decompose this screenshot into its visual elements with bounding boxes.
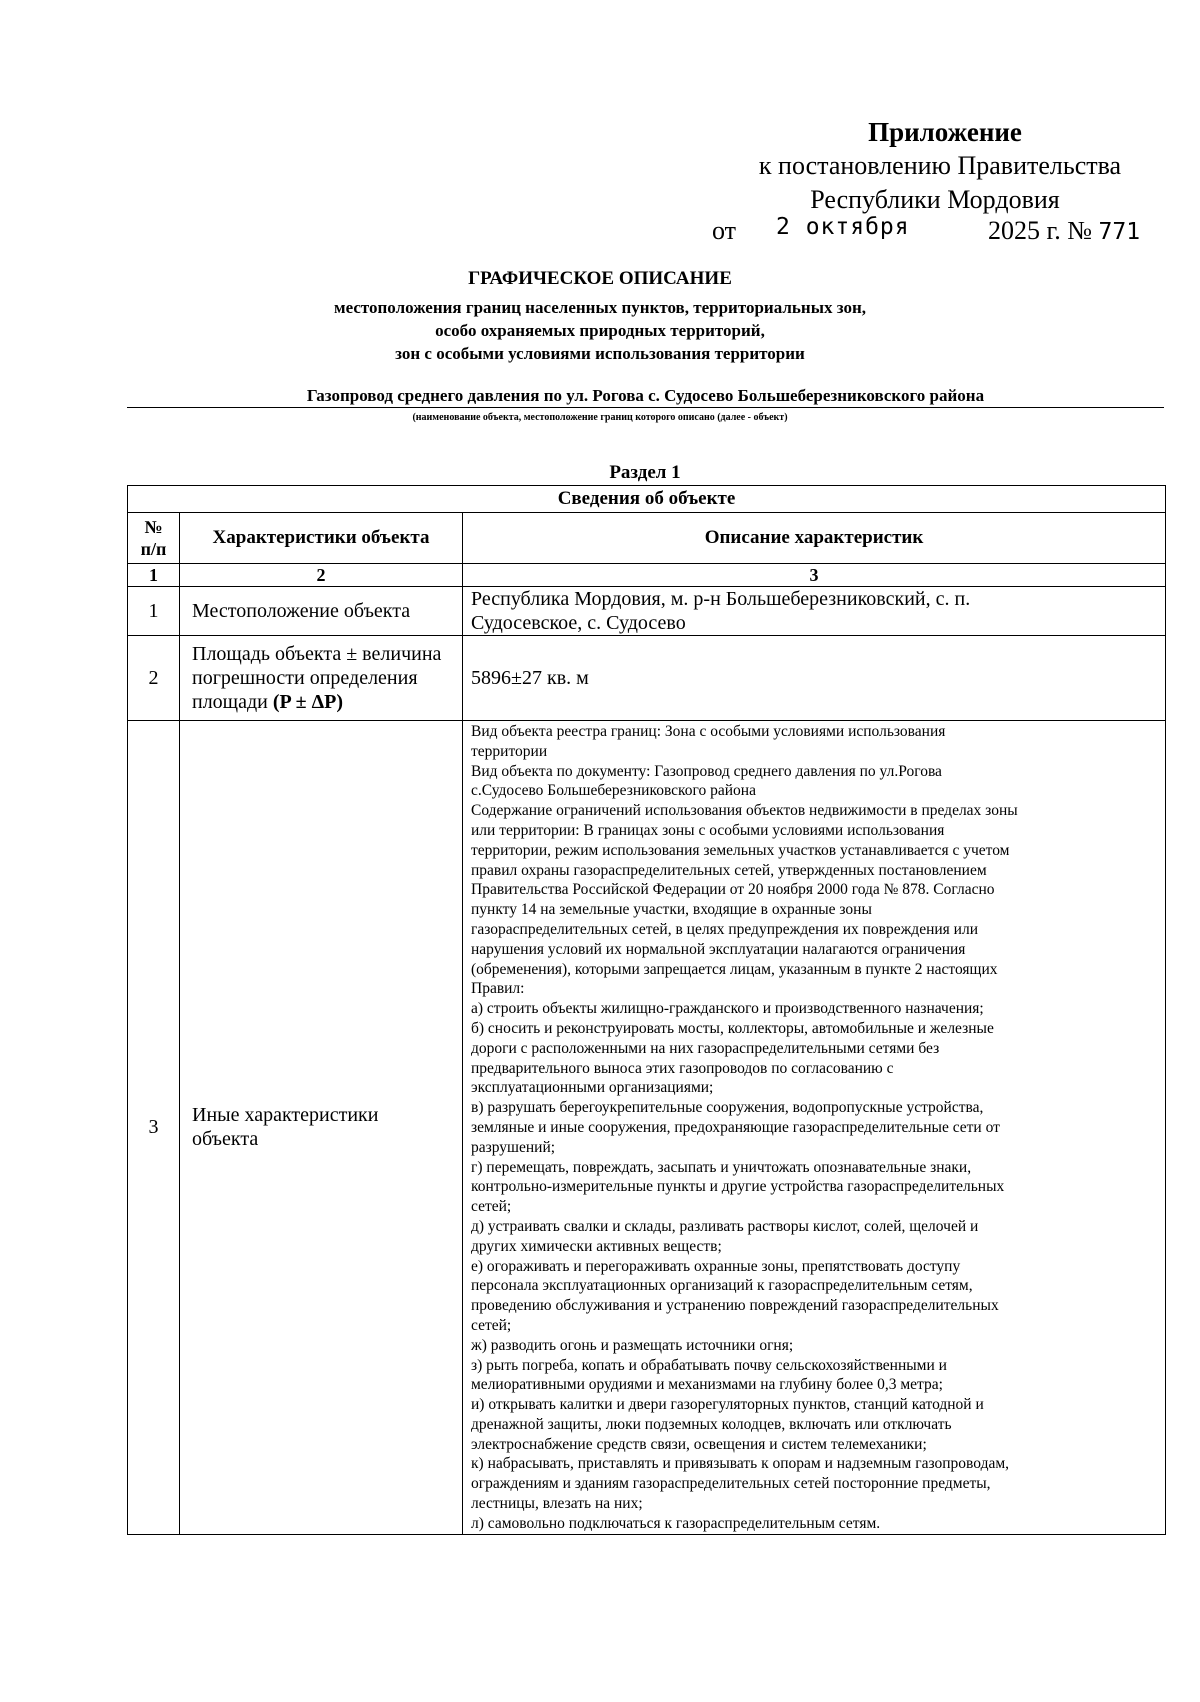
column-number-3: 3 [463, 564, 1166, 587]
description-line: л) самовольно подключаться к газораспределительным сетям. [471, 1514, 881, 1532]
description-line: или территории: В границах зоны с особыми условиями использования [471, 821, 945, 839]
description-line: Правительства Российской Федерации от 20 ноября 2000 года № 878. Согласно [471, 881, 995, 899]
description-line: других химически активных веществ; [471, 1237, 722, 1255]
description-line: и) открывать калитки и двери газорегуляторных пунктов, станций катодной и [471, 1396, 984, 1414]
subtitle-line-2: особо охраняемых природных территорий, [435, 321, 765, 340]
description-line: мелиоративными орудиями и механизмами на глубину более 0,3 метра; [471, 1376, 943, 1394]
description-line: газораспределительных сетей, в целях предупреждения их повреждения или [471, 920, 978, 938]
object-name: Газопровод среднего давления по ул. Рогова с. Судосево Большеберезниковского района [127, 386, 1164, 408]
row-number: 2 [128, 636, 180, 721]
description-line: электроснабжение средств связи, освещения и систем телемеханики; [471, 1435, 927, 1453]
description-line: контрольно-измерительные пункты и другие устройства газораспределительных [471, 1178, 1005, 1196]
object-info-table [127, 485, 1166, 1535]
description-line: д) устраивать свалки и склады, разливать растворы кислот, солей, щелочей и [471, 1217, 979, 1235]
description-line: ограждениям и зданиям газораспределительных сетей посторонние предметы, [471, 1475, 991, 1493]
table-row [128, 636, 1166, 721]
characteristic-line: площади (P ± ΔP) [192, 691, 344, 713]
number-handwritten: 771 [1098, 219, 1141, 245]
subtitle-line-1: местоположения границ населенных пунктов, территориальных зон, [334, 298, 866, 317]
appendix-title: Приложение [868, 117, 1022, 147]
table-row [128, 587, 1166, 636]
characteristic-line: объекта [192, 1128, 259, 1151]
description-line: Вид объекта реестра границ: Зона с особыми условиями использования [471, 723, 946, 740]
row-description [463, 721, 1166, 1535]
description-line: е) огораживать и перегораживать охранные зоны, препятствовать доступу [471, 1257, 961, 1275]
header-characteristic: Характеристики объекта [180, 513, 463, 564]
description-line: Вид объекта по документу: Газопровод среднего давления по ул.Рогова [471, 762, 942, 780]
appendix-line-3: Республики Мордовия [810, 185, 1060, 214]
table-caption: Сведения об объекте [128, 486, 1166, 513]
appendix-block [690, 115, 1160, 217]
description-line: дренажной защиты, люки подземных колодцев, включать или отключать [471, 1415, 952, 1433]
row-number: 3 [128, 721, 180, 1535]
header-number-line-1: № [144, 517, 163, 537]
object-name-note: (наименование объекта, местоположение границ которого описано (далее - объект) [412, 412, 788, 423]
year-and-number-label: 2025 г. № [988, 216, 1093, 245]
description-line: земляные и иные сооружения, предохраняющие газораспределительные сети от [471, 1118, 1000, 1136]
row-number: 1 [128, 587, 180, 636]
date-prefix: от [712, 216, 737, 245]
description-line: правил охраны газораспределительных сетей, утвержденных постановлением [471, 861, 987, 879]
header-description: Описание характеристик [463, 513, 1166, 564]
description-line: б) сносить и реконструировать мосты, коллекторы, автомобильные и железные [471, 1019, 994, 1037]
description-line: в) разрушать берегоукрепительные сооружения, водопропускные устройства, [471, 1099, 984, 1117]
date-handwritten: 2 октября [776, 214, 910, 240]
description-line: сетей; [471, 1316, 512, 1334]
description-line: а) строить объекты жилищно-гражданского и производственного назначения; [471, 1000, 984, 1018]
description-line: ж) разводить огонь и размещать источники огня; [471, 1336, 794, 1354]
description-line: эксплуатационными организациями; [471, 1079, 714, 1097]
appendix-line-2: к постановлению Правительства [758, 151, 1122, 180]
header-number [128, 513, 180, 564]
column-number-1: 1 [128, 564, 180, 587]
decree-number [988, 214, 1140, 249]
description-line: Республика Мордовия, м. р-н Большеберезниковский, с. п. [471, 588, 971, 610]
description-line: г) перемещать, повреждать, засыпать и уничтожать опознавательные знаки, [471, 1158, 972, 1176]
row-characteristic [180, 636, 463, 721]
description-line: лестницы, влезать на них; [471, 1495, 643, 1513]
row-characteristic: Местоположение объекта [180, 587, 463, 636]
characteristic-line: погрешности определения [192, 667, 418, 689]
row-description [463, 587, 1166, 636]
description-line: персонала эксплуатационных организаций к газораспределительным сетям, [471, 1277, 973, 1295]
description-line: с.Судосево Большеберезниковского района [471, 782, 756, 800]
description-line: сетей; [471, 1198, 512, 1216]
subtitle-line-3: зон с особыми условиями использования территории [395, 344, 805, 363]
description-line: Судосевское, с. Судосево [471, 612, 686, 634]
description-line: пункту 14 на земельные участки, входящие в охранные зоны [471, 901, 872, 919]
column-number-2: 2 [180, 564, 463, 587]
description-line: з) рыть погреба, копать и обрабатывать почву сельскохозяйственными и [471, 1356, 947, 1374]
description-line: Содержание ограничений использования объектов недвижимости в пределах зоны [471, 802, 1018, 820]
section-title: Раздел 1 [609, 462, 681, 483]
description-line: проведению обслуживания и устранению повреждений газораспределительных [471, 1297, 999, 1315]
description-line: предварительного выноса этих газопроводов по согласованию с [471, 1059, 894, 1077]
row-characteristic [180, 721, 463, 1535]
description-line: нарушения условий их нормальной эксплуатации налагаются ограничения [471, 940, 966, 958]
description-line: Правил: [471, 980, 525, 998]
description-line: территории [471, 742, 548, 760]
description-line: (обременения), которыми запрещается лицам, указанным в пункте 2 настоящих [471, 960, 998, 978]
description-line: к) набрасывать, приставлять и привязывать к опорам и надземным газопроводам, [471, 1455, 1010, 1473]
row-description: 5896±27 кв. м [463, 636, 1166, 721]
description-line: дороги с расположенными на них газораспределительными сетями без [471, 1039, 940, 1057]
document-subtitle [0, 296, 1200, 365]
description-line: разрушений; [471, 1138, 556, 1156]
document-title: ГРАФИЧЕСКОЕ ОПИСАНИЕ [468, 268, 732, 289]
header-number-line-2: п/п [140, 539, 167, 559]
table-row [128, 721, 1166, 1535]
characteristic-line: Площадь объекта ± величина [192, 643, 442, 665]
characteristic-line: Иные характеристики [192, 1104, 379, 1127]
description-line: территории, режим использования земельных участков устанавливается с учетом [471, 841, 1010, 859]
